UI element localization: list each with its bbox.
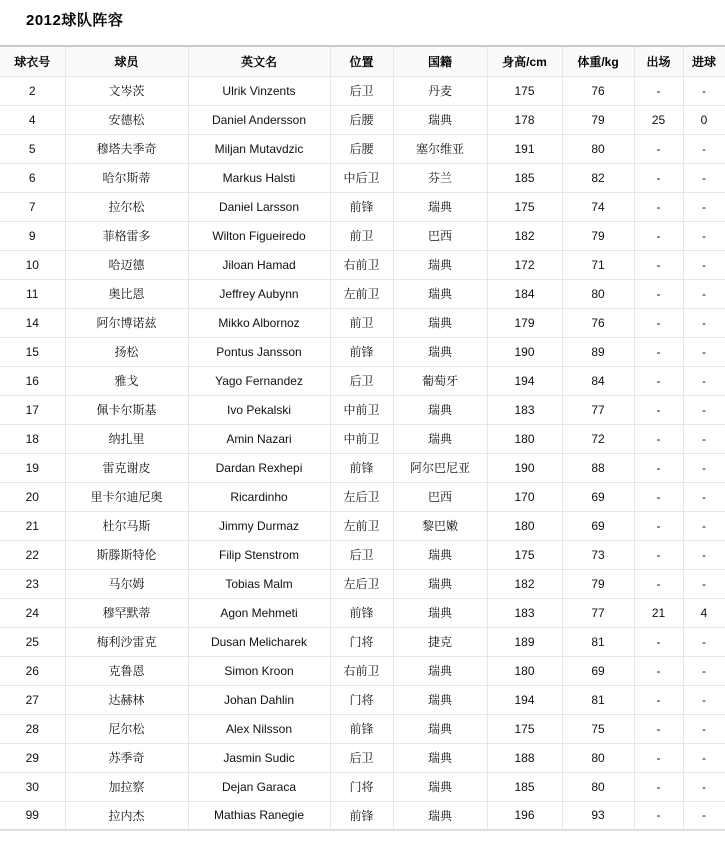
cell-appearances: - — [634, 453, 683, 482]
cell-height: 190 — [487, 453, 562, 482]
cell-english-name: Dusan Melicharek — [188, 627, 330, 656]
cell-height: 180 — [487, 656, 562, 685]
cell-goals: 0 — [683, 105, 725, 134]
cell-jersey-number: 4 — [0, 105, 65, 134]
cell-height: 175 — [487, 540, 562, 569]
cell-player-name: 佩卡尔斯基 — [65, 395, 188, 424]
cell-position: 前卫 — [330, 308, 393, 337]
column-header-nationality: 国籍 — [393, 46, 487, 76]
cell-goals: - — [683, 656, 725, 685]
cell-weight: 84 — [562, 366, 634, 395]
table-row — [0, 743, 725, 772]
cell-english-name: Pontus Jansson — [188, 337, 330, 366]
cell-appearances: - — [634, 192, 683, 221]
cell-appearances: - — [634, 511, 683, 540]
cell-nationality: 瑞典 — [393, 308, 487, 337]
cell-english-name: Agon Mehmeti — [188, 598, 330, 627]
table-body — [0, 76, 725, 830]
cell-english-name: Simon Kroon — [188, 656, 330, 685]
cell-jersey-number: 27 — [0, 685, 65, 714]
cell-appearances: - — [634, 424, 683, 453]
cell-goals: - — [683, 366, 725, 395]
cell-player-name: 苏季奇 — [65, 743, 188, 772]
cell-appearances: - — [634, 627, 683, 656]
cell-english-name: Yago Fernandez — [188, 366, 330, 395]
cell-appearances: - — [634, 714, 683, 743]
cell-jersey-number: 28 — [0, 714, 65, 743]
cell-nationality: 丹麦 — [393, 76, 487, 105]
cell-player-name: 克鲁恩 — [65, 656, 188, 685]
cell-player-name: 雷克谢皮 — [65, 453, 188, 482]
cell-appearances: - — [634, 772, 683, 801]
cell-goals: - — [683, 511, 725, 540]
cell-nationality: 葡萄牙 — [393, 366, 487, 395]
cell-goals: - — [683, 424, 725, 453]
header-row — [0, 46, 725, 76]
cell-nationality: 瑞典 — [393, 743, 487, 772]
column-header-height: 身高/cm — [487, 46, 562, 76]
cell-jersey-number: 19 — [0, 453, 65, 482]
table-row — [0, 105, 725, 134]
cell-player-name: 安德松 — [65, 105, 188, 134]
cell-appearances: - — [634, 76, 683, 105]
cell-height: 175 — [487, 192, 562, 221]
cell-player-name: 马尔姆 — [65, 569, 188, 598]
table-row — [0, 279, 725, 308]
cell-height: 172 — [487, 250, 562, 279]
cell-player-name: 阿尔博诺兹 — [65, 308, 188, 337]
cell-goals: - — [683, 163, 725, 192]
cell-nationality: 瑞典 — [393, 714, 487, 743]
cell-position: 后腰 — [330, 105, 393, 134]
cell-position: 右前卫 — [330, 656, 393, 685]
cell-nationality: 塞尔维亚 — [393, 134, 487, 163]
cell-english-name: Jasmin Sudic — [188, 743, 330, 772]
cell-position: 右前卫 — [330, 250, 393, 279]
cell-jersey-number: 24 — [0, 598, 65, 627]
cell-appearances: - — [634, 279, 683, 308]
cell-nationality: 瑞典 — [393, 801, 487, 830]
column-header-goals: 进球 — [683, 46, 725, 76]
cell-height: 185 — [487, 163, 562, 192]
cell-nationality: 瑞典 — [393, 337, 487, 366]
cell-goals: - — [683, 76, 725, 105]
cell-player-name: 杜尔马斯 — [65, 511, 188, 540]
cell-position: 中后卫 — [330, 163, 393, 192]
cell-position: 后卫 — [330, 743, 393, 772]
cell-position: 中前卫 — [330, 395, 393, 424]
cell-appearances: - — [634, 308, 683, 337]
cell-height: 185 — [487, 772, 562, 801]
cell-height: 180 — [487, 424, 562, 453]
cell-jersey-number: 18 — [0, 424, 65, 453]
cell-goals: - — [683, 540, 725, 569]
cell-weight: 93 — [562, 801, 634, 830]
cell-height: 194 — [487, 685, 562, 714]
table-row — [0, 76, 725, 105]
table-row — [0, 569, 725, 598]
column-header-jersey-number: 球衣号 — [0, 46, 65, 76]
table-row — [0, 540, 725, 569]
table-row — [0, 163, 725, 192]
cell-player-name: 穆塔夫季奇 — [65, 134, 188, 163]
table-row — [0, 685, 725, 714]
cell-jersey-number: 17 — [0, 395, 65, 424]
cell-appearances: - — [634, 337, 683, 366]
cell-position: 门将 — [330, 627, 393, 656]
cell-jersey-number: 15 — [0, 337, 65, 366]
cell-jersey-number: 14 — [0, 308, 65, 337]
cell-english-name: Daniel Larsson — [188, 192, 330, 221]
cell-appearances: 21 — [634, 598, 683, 627]
cell-height: 191 — [487, 134, 562, 163]
cell-goals: - — [683, 337, 725, 366]
cell-player-name: 拉内杰 — [65, 801, 188, 830]
cell-weight: 69 — [562, 511, 634, 540]
cell-weight: 77 — [562, 395, 634, 424]
cell-position: 前卫 — [330, 221, 393, 250]
table-row — [0, 801, 725, 830]
cell-goals: - — [683, 801, 725, 830]
roster-table — [0, 45, 725, 831]
cell-player-name: 哈迈德 — [65, 250, 188, 279]
cell-weight: 74 — [562, 192, 634, 221]
cell-jersey-number: 29 — [0, 743, 65, 772]
table-row — [0, 395, 725, 424]
cell-position: 前锋 — [330, 453, 393, 482]
cell-weight: 89 — [562, 337, 634, 366]
cell-goals: - — [683, 685, 725, 714]
cell-nationality: 瑞典 — [393, 569, 487, 598]
cell-player-name: 达赫林 — [65, 685, 188, 714]
cell-weight: 73 — [562, 540, 634, 569]
cell-jersey-number: 11 — [0, 279, 65, 308]
cell-weight: 79 — [562, 221, 634, 250]
cell-nationality: 瑞典 — [393, 105, 487, 134]
cell-player-name: 纳扎里 — [65, 424, 188, 453]
table-row — [0, 453, 725, 482]
cell-nationality: 瑞典 — [393, 424, 487, 453]
cell-height: 179 — [487, 308, 562, 337]
table-row — [0, 134, 725, 163]
cell-appearances: - — [634, 482, 683, 511]
cell-appearances: - — [634, 540, 683, 569]
table-row — [0, 598, 725, 627]
cell-english-name: Johan Dahlin — [188, 685, 330, 714]
table-row — [0, 714, 725, 743]
cell-nationality: 巴西 — [393, 482, 487, 511]
cell-goals: - — [683, 482, 725, 511]
cell-goals: - — [683, 714, 725, 743]
cell-appearances: - — [634, 743, 683, 772]
cell-jersey-number: 25 — [0, 627, 65, 656]
cell-height: 184 — [487, 279, 562, 308]
cell-nationality: 芬兰 — [393, 163, 487, 192]
cell-english-name: Tobias Malm — [188, 569, 330, 598]
cell-height: 180 — [487, 511, 562, 540]
cell-english-name: Daniel Andersson — [188, 105, 330, 134]
cell-nationality: 瑞典 — [393, 685, 487, 714]
column-header-english-name: 英文名 — [188, 46, 330, 76]
cell-weight: 75 — [562, 714, 634, 743]
cell-nationality: 捷克 — [393, 627, 487, 656]
table-row — [0, 511, 725, 540]
cell-position: 后卫 — [330, 366, 393, 395]
cell-weight: 79 — [562, 105, 634, 134]
cell-english-name: Mikko Albornoz — [188, 308, 330, 337]
cell-appearances: - — [634, 685, 683, 714]
column-header-position: 位置 — [330, 46, 393, 76]
table-row — [0, 221, 725, 250]
cell-jersey-number: 99 — [0, 801, 65, 830]
cell-english-name: Jiloan Hamad — [188, 250, 330, 279]
cell-jersey-number: 22 — [0, 540, 65, 569]
cell-jersey-number: 26 — [0, 656, 65, 685]
table-row — [0, 337, 725, 366]
cell-goals: - — [683, 772, 725, 801]
cell-position: 后卫 — [330, 76, 393, 105]
cell-appearances: - — [634, 801, 683, 830]
cell-english-name: Jimmy Durmaz — [188, 511, 330, 540]
cell-appearances: - — [634, 250, 683, 279]
cell-english-name: Dejan Garaca — [188, 772, 330, 801]
cell-goals: - — [683, 743, 725, 772]
cell-nationality: 瑞典 — [393, 395, 487, 424]
cell-weight: 80 — [562, 134, 634, 163]
cell-goals: - — [683, 308, 725, 337]
cell-jersey-number: 9 — [0, 221, 65, 250]
cell-appearances: - — [634, 221, 683, 250]
cell-position: 前锋 — [330, 337, 393, 366]
cell-height: 170 — [487, 482, 562, 511]
column-header-appearances: 出场 — [634, 46, 683, 76]
cell-position: 门将 — [330, 772, 393, 801]
table-row — [0, 656, 725, 685]
cell-height: 194 — [487, 366, 562, 395]
page-title: 2012球队阵容 — [26, 12, 124, 29]
cell-weight: 80 — [562, 772, 634, 801]
cell-height: 183 — [487, 598, 562, 627]
cell-player-name: 梅利沙雷克 — [65, 627, 188, 656]
cell-nationality: 巴西 — [393, 221, 487, 250]
cell-jersey-number: 7 — [0, 192, 65, 221]
cell-weight: 69 — [562, 482, 634, 511]
table-row — [0, 308, 725, 337]
cell-appearances: - — [634, 163, 683, 192]
cell-goals: - — [683, 192, 725, 221]
cell-weight: 71 — [562, 250, 634, 279]
cell-weight: 77 — [562, 598, 634, 627]
cell-english-name: Wilton Figueiredo — [188, 221, 330, 250]
cell-player-name: 斯滕斯特伦 — [65, 540, 188, 569]
cell-position: 前锋 — [330, 801, 393, 830]
cell-height: 182 — [487, 221, 562, 250]
cell-weight: 81 — [562, 627, 634, 656]
cell-nationality: 瑞典 — [393, 772, 487, 801]
table-row — [0, 627, 725, 656]
cell-height: 182 — [487, 569, 562, 598]
cell-jersey-number: 20 — [0, 482, 65, 511]
cell-goals: 4 — [683, 598, 725, 627]
cell-player-name: 加拉察 — [65, 772, 188, 801]
cell-player-name: 里卡尔迪尼奥 — [65, 482, 188, 511]
cell-position: 左前卫 — [330, 279, 393, 308]
column-header-weight: 体重/kg — [562, 46, 634, 76]
cell-position: 左后卫 — [330, 482, 393, 511]
cell-weight: 88 — [562, 453, 634, 482]
cell-height: 188 — [487, 743, 562, 772]
cell-jersey-number: 16 — [0, 366, 65, 395]
cell-player-name: 奥比恩 — [65, 279, 188, 308]
cell-height: 183 — [487, 395, 562, 424]
cell-jersey-number: 2 — [0, 76, 65, 105]
cell-weight: 76 — [562, 76, 634, 105]
cell-player-name: 菲格雷多 — [65, 221, 188, 250]
cell-height: 175 — [487, 76, 562, 105]
cell-nationality: 黎巴嫩 — [393, 511, 487, 540]
cell-english-name: Jeffrey Aubynn — [188, 279, 330, 308]
cell-height: 196 — [487, 801, 562, 830]
cell-player-name: 扬松 — [65, 337, 188, 366]
table-header — [0, 46, 725, 76]
cell-position: 左前卫 — [330, 511, 393, 540]
cell-position: 后卫 — [330, 540, 393, 569]
table-row — [0, 192, 725, 221]
cell-goals: - — [683, 453, 725, 482]
cell-goals: - — [683, 279, 725, 308]
cell-player-name: 文岑茨 — [65, 76, 188, 105]
cell-position: 前锋 — [330, 192, 393, 221]
cell-nationality: 阿尔巴尼亚 — [393, 453, 487, 482]
cell-height: 190 — [487, 337, 562, 366]
column-header-player-name: 球员 — [65, 46, 188, 76]
cell-goals: - — [683, 134, 725, 163]
cell-position: 门将 — [330, 685, 393, 714]
cell-english-name: Filip Stenstrom — [188, 540, 330, 569]
cell-weight: 72 — [562, 424, 634, 453]
cell-nationality: 瑞典 — [393, 192, 487, 221]
cell-appearances: 25 — [634, 105, 683, 134]
cell-height: 189 — [487, 627, 562, 656]
cell-weight: 69 — [562, 656, 634, 685]
cell-nationality: 瑞典 — [393, 279, 487, 308]
cell-weight: 82 — [562, 163, 634, 192]
cell-appearances: - — [634, 656, 683, 685]
cell-english-name: Amin Nazari — [188, 424, 330, 453]
cell-height: 178 — [487, 105, 562, 134]
cell-player-name: 拉尔松 — [65, 192, 188, 221]
cell-weight: 81 — [562, 685, 634, 714]
cell-weight: 76 — [562, 308, 634, 337]
cell-appearances: - — [634, 395, 683, 424]
cell-english-name: Dardan Rexhepi — [188, 453, 330, 482]
cell-appearances: - — [634, 366, 683, 395]
cell-position: 中前卫 — [330, 424, 393, 453]
cell-english-name: Ricardinho — [188, 482, 330, 511]
cell-english-name: Alex Nilsson — [188, 714, 330, 743]
cell-weight: 80 — [562, 743, 634, 772]
cell-player-name: 尼尔松 — [65, 714, 188, 743]
cell-goals: - — [683, 627, 725, 656]
cell-jersey-number: 21 — [0, 511, 65, 540]
cell-nationality: 瑞典 — [393, 598, 487, 627]
cell-goals: - — [683, 569, 725, 598]
cell-player-name: 穆罕默蒂 — [65, 598, 188, 627]
cell-appearances: - — [634, 134, 683, 163]
table-row — [0, 250, 725, 279]
cell-jersey-number: 5 — [0, 134, 65, 163]
cell-nationality: 瑞典 — [393, 250, 487, 279]
cell-english-name: Miljan Mutavdzic — [188, 134, 330, 163]
cell-player-name: 雅戈 — [65, 366, 188, 395]
cell-nationality: 瑞典 — [393, 656, 487, 685]
cell-goals: - — [683, 395, 725, 424]
cell-goals: - — [683, 221, 725, 250]
table-row — [0, 482, 725, 511]
table-row — [0, 772, 725, 801]
cell-position: 左后卫 — [330, 569, 393, 598]
cell-weight: 79 — [562, 569, 634, 598]
cell-nationality: 瑞典 — [393, 540, 487, 569]
cell-position: 前锋 — [330, 598, 393, 627]
cell-appearances: - — [634, 569, 683, 598]
cell-player-name: 哈尔斯蒂 — [65, 163, 188, 192]
cell-jersey-number: 30 — [0, 772, 65, 801]
cell-english-name: Ivo Pekalski — [188, 395, 330, 424]
table-row — [0, 366, 725, 395]
cell-english-name: Markus Halsti — [188, 163, 330, 192]
cell-height: 175 — [487, 714, 562, 743]
cell-position: 前锋 — [330, 714, 393, 743]
cell-jersey-number: 23 — [0, 569, 65, 598]
cell-jersey-number: 6 — [0, 163, 65, 192]
cell-english-name: Mathias Ranegie — [188, 801, 330, 830]
cell-goals: - — [683, 250, 725, 279]
cell-position: 后腰 — [330, 134, 393, 163]
cell-english-name: Ulrik Vinzents — [188, 76, 330, 105]
cell-weight: 80 — [562, 279, 634, 308]
cell-jersey-number: 10 — [0, 250, 65, 279]
table-row — [0, 424, 725, 453]
